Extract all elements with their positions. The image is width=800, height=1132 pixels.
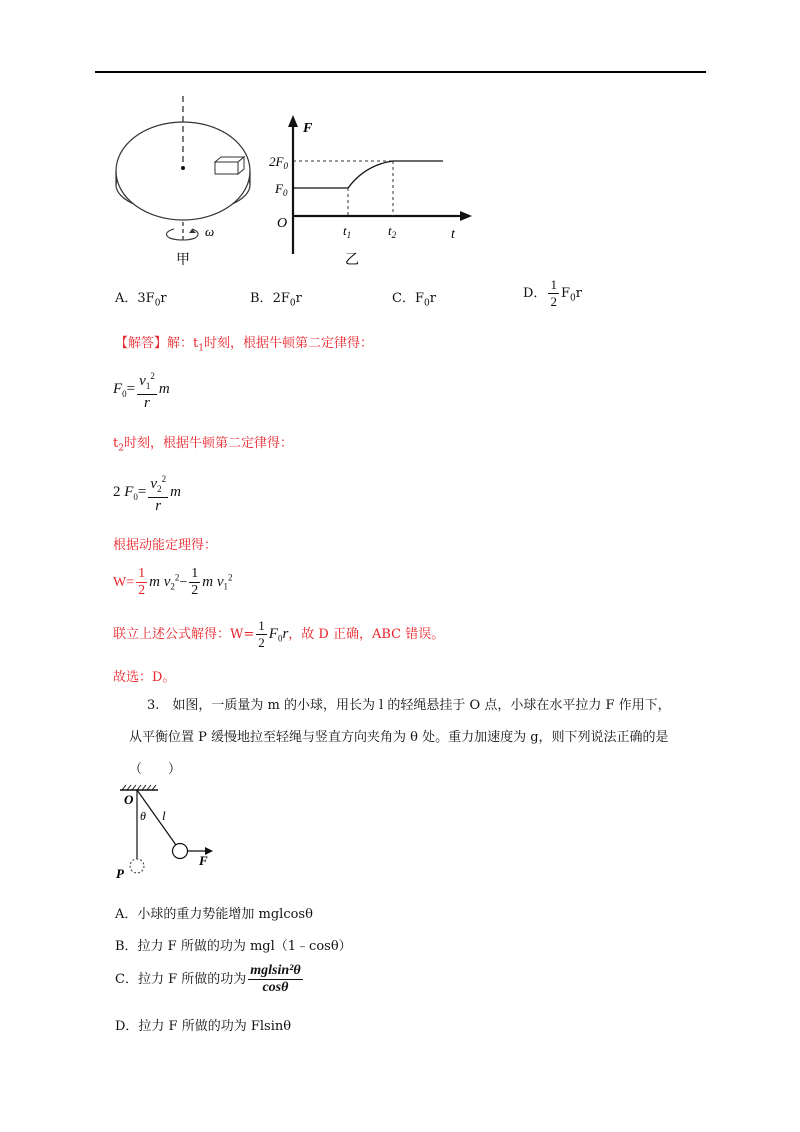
q3-stem-line-1: 3. 如图，一质量为 m 的小球，用长为 l 的轻绳悬挂于 O 点，小球在水平拉力 F 作用下，	[147, 698, 671, 713]
omega-label: ω	[205, 224, 215, 239]
q3-option-a: A．小球的重力势能增加 mglcosθ	[115, 907, 313, 922]
block-on-disk	[215, 157, 244, 174]
force-f-label: F	[199, 853, 208, 868]
origin-label: O	[277, 216, 288, 231]
x-tick-t2: $t_2$	[388, 223, 397, 240]
q3-option-b: B．拉力 F 所做的功为 mgl（1﹣cosθ）	[115, 939, 352, 954]
y-tick-2f0: $2F_0$	[269, 154, 288, 171]
q2-option-d: D． $\frac{1}{2}$ $F_0r$	[523, 277, 582, 309]
x-tick-t1: $t_1$	[343, 223, 352, 240]
rotating-disk-figure	[110, 92, 260, 267]
solution-answer: 故选：D。	[113, 670, 176, 685]
ball-displaced	[173, 844, 188, 859]
point-o-label: O	[124, 792, 134, 807]
header-rule	[95, 71, 706, 73]
figure-jia-caption: 甲	[176, 253, 190, 267]
solution-line-2: $t_2$时刻，根据牛顿第二定律得：	[113, 436, 293, 454]
force-time-graph	[265, 112, 480, 272]
equation-1: $F_0=$ $\frac{v_1^2}{r}$ m	[113, 368, 170, 411]
ball-at-p	[130, 859, 144, 873]
q2-option-c: C．$F_0r$	[392, 291, 436, 309]
figure-yi-caption: 乙	[345, 253, 359, 268]
force-curve	[293, 161, 443, 188]
theta-label: θ	[140, 809, 146, 823]
y-tick-f0: $F_0$	[275, 181, 288, 198]
q3-answer-blank: （ ）	[129, 762, 182, 777]
length-l-label: l	[162, 808, 166, 823]
solution-line-3: 根据动能定理得：	[113, 538, 218, 553]
equation-2: 2 $F_0=$ $\frac{v_2^2}{r}$ m	[113, 471, 181, 514]
q3-option-c: C．拉力 F 所做的功为 $\frac{\text{mglsin²θ}}{\cos\theta}$	[115, 963, 301, 995]
solution-line-1: 【解答】解：$t_1$时刻，根据牛顿第二定律得：	[115, 336, 373, 354]
q3-option-d: D．拉力 F 所做的功为 Flsinθ	[115, 1019, 292, 1034]
equation-3: W= $\frac{1}{2}$ m $v_2^2-$ $\frac{1}{2}$ m $v_1^2$	[113, 566, 233, 598]
solution-line-4: 联立上述公式解得：W= $\frac{1}{2}$ $F_0r$，故 D 正确，ABC 错误。	[113, 618, 445, 650]
q2-option-a: A．$3F_0r$	[115, 291, 167, 309]
x-axis-label: t	[451, 227, 455, 242]
disk-center-dot	[181, 166, 185, 170]
q3-stem-line-2: 从平衡位置 P 缓慢地拉至轻绳与竖直方向夹角为 θ 处。重力加速度为 g，则下列说法正确的是	[129, 730, 669, 745]
point-p-label: P	[116, 866, 124, 881]
q2-option-b: B．$2F_0r$	[250, 291, 302, 309]
y-axis-label: F	[303, 121, 313, 136]
pendulum-figure	[110, 782, 220, 882]
